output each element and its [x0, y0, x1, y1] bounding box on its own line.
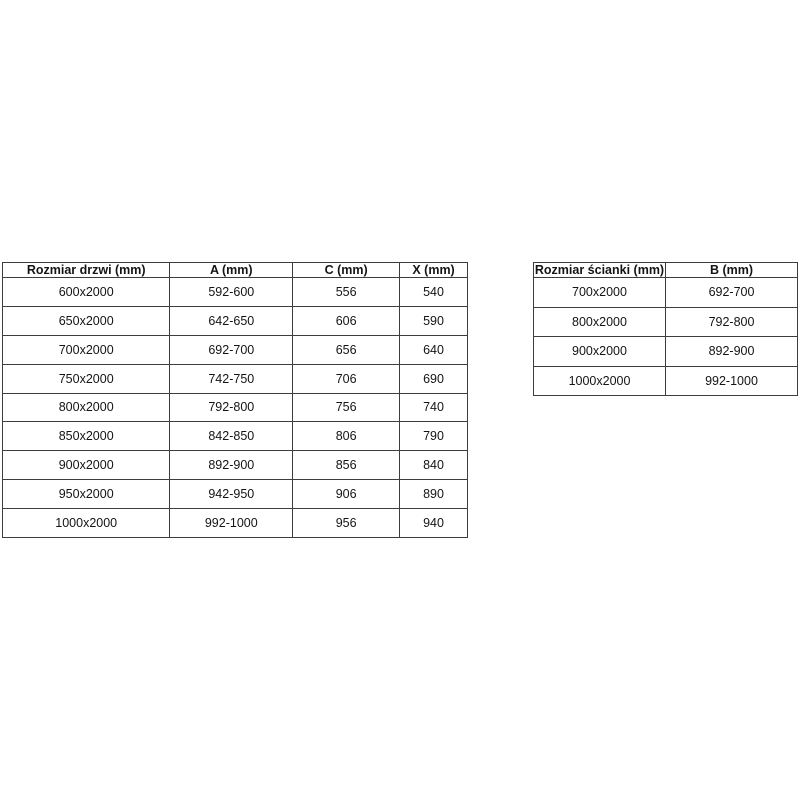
table-cell: 640	[400, 335, 468, 364]
column-header: A (mm)	[170, 263, 293, 278]
door-sizes-header-row	[3, 263, 468, 278]
column-header: Rozmiar ścianki (mm)	[534, 263, 665, 277]
table-cell: 800x2000	[3, 393, 170, 422]
table-cell: 556	[293, 278, 400, 307]
door-sizes-body	[3, 278, 468, 538]
table-cell: 800x2000	[534, 307, 666, 337]
table-cell: 856	[293, 451, 400, 480]
table-row	[534, 337, 798, 367]
wall-sizes-body	[534, 278, 798, 396]
table-row	[3, 451, 468, 480]
table-cell: 756	[293, 393, 400, 422]
table-cell: 742-750	[170, 364, 293, 393]
wall-sizes-table	[533, 262, 798, 396]
table-cell: 892-900	[170, 451, 293, 480]
table-cell: 700x2000	[534, 278, 666, 308]
table-cell: 1000x2000	[534, 366, 666, 396]
table-cell: 592-600	[170, 278, 293, 307]
table-row	[534, 278, 798, 308]
table-cell: 590	[400, 306, 468, 335]
table-row	[3, 393, 468, 422]
table-row	[3, 422, 468, 451]
table-cell: 750x2000	[3, 364, 170, 393]
table-row	[3, 278, 468, 307]
table-cell: 690	[400, 364, 468, 393]
table-cell: 900x2000	[534, 337, 666, 367]
table-cell: 850x2000	[3, 422, 170, 451]
table-cell: 656	[293, 335, 400, 364]
table-cell: 740	[400, 393, 468, 422]
wall-sizes-header-row	[534, 263, 798, 278]
table-row	[534, 366, 798, 396]
table-cell: 790	[400, 422, 468, 451]
table-cell: 706	[293, 364, 400, 393]
table-cell: 692-700	[170, 335, 293, 364]
table-row	[3, 306, 468, 335]
table-cell: 792-800	[170, 393, 293, 422]
table-cell: 992-1000	[666, 366, 798, 396]
table-cell: 650x2000	[3, 306, 170, 335]
table-cell: 906	[293, 480, 400, 509]
table-cell: 900x2000	[3, 451, 170, 480]
table-cell: 540	[400, 278, 468, 307]
table-row	[3, 335, 468, 364]
table-cell: 692-700	[666, 278, 798, 308]
door-sizes-table	[2, 262, 468, 538]
table-cell: 642-650	[170, 306, 293, 335]
table-row	[3, 509, 468, 538]
table-cell: 892-900	[666, 337, 798, 367]
table-cell: 606	[293, 306, 400, 335]
table-cell: 940	[400, 509, 468, 538]
column-header: B (mm)	[666, 263, 798, 278]
table-cell: 806	[293, 422, 400, 451]
table-cell: 992-1000	[170, 509, 293, 538]
table-cell: 956	[293, 509, 400, 538]
table-cell: 1000x2000	[3, 509, 170, 538]
table-cell: 840	[400, 451, 468, 480]
table-row	[534, 307, 798, 337]
table-cell: 950x2000	[3, 480, 170, 509]
table-cell: 600x2000	[3, 278, 170, 307]
column-header: X (mm)	[400, 263, 468, 278]
table-row	[3, 480, 468, 509]
table-row	[3, 364, 468, 393]
table-cell: 890	[400, 480, 468, 509]
column-header: Rozmiar drzwi (mm)	[3, 263, 170, 278]
table-cell: 792-800	[666, 307, 798, 337]
table-cell: 842-850	[170, 422, 293, 451]
table-cell: 700x2000	[3, 335, 170, 364]
table-cell: 942-950	[170, 480, 293, 509]
column-header: C (mm)	[293, 263, 400, 278]
